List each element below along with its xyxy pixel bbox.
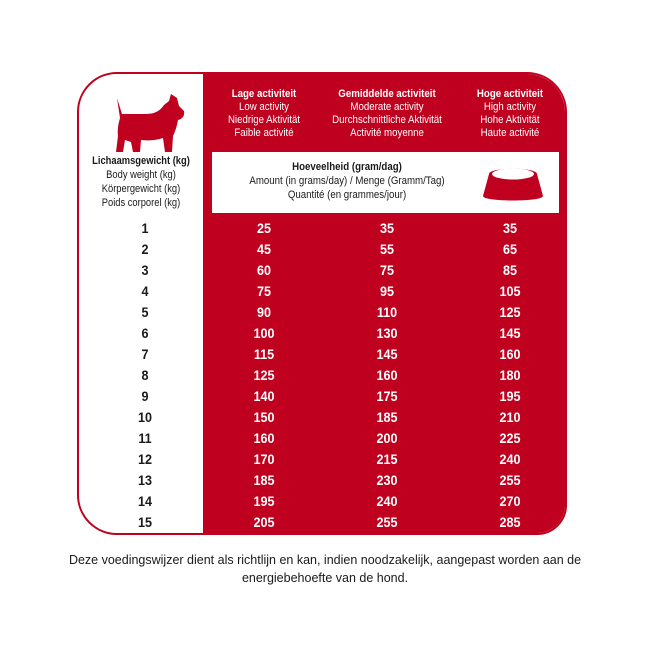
column-header-low xyxy=(199,88,329,140)
food-bowl-icon xyxy=(482,164,544,202)
col-low-en: Low activity xyxy=(238,101,290,113)
table-cell: 9 xyxy=(141,388,149,404)
table-cell: 2 xyxy=(141,241,149,257)
table-cell: 15 xyxy=(137,514,153,530)
table-cell: 13 xyxy=(137,472,153,488)
table-cell: 125 xyxy=(253,367,275,383)
col-moderate-fr: Activité moyenne xyxy=(350,127,424,139)
amount-label-nl: Hoeveelheid (gram/dag) xyxy=(292,161,402,173)
table-cell: 105 xyxy=(499,283,521,299)
col-moderate-nl: Gemiddelde activiteit xyxy=(338,88,436,100)
dog-silhouette-icon xyxy=(109,92,189,154)
table-cell: 145 xyxy=(376,346,398,362)
table-cell: 11 xyxy=(138,430,152,446)
table-row xyxy=(79,260,565,281)
table-cell: 160 xyxy=(376,367,398,383)
table-cell: 270 xyxy=(499,493,521,509)
amount-label-fr: Quantité (en grammes/jour) xyxy=(287,189,407,201)
column-header-moderate xyxy=(322,88,452,140)
table-cell: 145 xyxy=(499,325,521,341)
col-high-nl: Hoge activiteit xyxy=(476,88,544,100)
table-cell: 170 xyxy=(253,451,275,467)
table-cell: 110 xyxy=(376,304,398,320)
table-cell: 185 xyxy=(376,409,398,425)
footnote: Deze voedingswijzer dient als richtlijn en kan, indien noodzakelijk, aangepast worden aan de energiebehoefte van de hond. xyxy=(68,553,582,585)
table-cell: 65 xyxy=(502,241,518,257)
table-cell: 5 xyxy=(141,304,149,320)
col-moderate-en: Moderate activity xyxy=(350,101,424,113)
table-cell: 175 xyxy=(376,388,398,404)
weight-label-de: Körpergewicht (kg) xyxy=(101,183,181,195)
table-row xyxy=(79,470,565,491)
table-cell: 1 xyxy=(141,220,149,236)
table-cell: 195 xyxy=(253,493,275,509)
amount-header-box xyxy=(212,152,559,213)
table-cell: 225 xyxy=(499,430,521,446)
table-cell: 10 xyxy=(137,409,153,425)
table-cell: 3 xyxy=(141,262,149,278)
table-row xyxy=(79,344,565,365)
table-cell: 160 xyxy=(253,430,275,446)
table-row xyxy=(79,281,565,302)
table-cell: 55 xyxy=(379,241,395,257)
table-cell: 180 xyxy=(499,367,521,383)
table-row xyxy=(79,302,565,323)
table-cell: 160 xyxy=(499,346,521,362)
table-cell: 195 xyxy=(499,388,521,404)
table-cell: 45 xyxy=(256,241,272,257)
table-cell: 140 xyxy=(253,388,275,404)
table-cell: 205 xyxy=(253,514,275,530)
table-cell: 255 xyxy=(376,514,398,530)
table-row xyxy=(79,512,565,533)
col-high-en: High activity xyxy=(483,101,537,113)
amount-label-en-de: Amount (in grams/day) / Menge (Gramm/Tag) xyxy=(249,175,445,187)
table-cell: 215 xyxy=(376,451,398,467)
table-cell: 8 xyxy=(141,367,149,383)
table-cell: 150 xyxy=(253,409,275,425)
table-cell: 35 xyxy=(379,220,395,236)
feeding-table xyxy=(77,72,567,535)
table-row xyxy=(79,428,565,449)
table-cell: 100 xyxy=(253,325,275,341)
table-row xyxy=(79,407,565,428)
table-cell: 35 xyxy=(502,220,518,236)
table-cell: 6 xyxy=(141,325,149,341)
col-high-de: Hohe Aktivität xyxy=(480,114,540,126)
table-cell: 285 xyxy=(499,514,521,530)
table-cell: 4 xyxy=(141,283,149,299)
body-weight-header xyxy=(88,154,193,210)
col-low-fr: Faible activité xyxy=(234,127,294,139)
table-cell: 230 xyxy=(376,472,398,488)
table-row xyxy=(79,218,565,239)
table-cell: 25 xyxy=(256,220,272,236)
column-header-high xyxy=(445,88,567,140)
table-cell: 85 xyxy=(502,262,518,278)
col-moderate-de: Durchschnittliche Aktivität xyxy=(332,114,442,126)
table-row xyxy=(79,449,565,470)
table-cell: 75 xyxy=(379,262,395,278)
table-row xyxy=(79,323,565,344)
table-cell: 60 xyxy=(256,262,272,278)
table-cell: 255 xyxy=(499,472,521,488)
table-row xyxy=(79,491,565,512)
table-cell: 14 xyxy=(137,493,153,509)
table-cell: 210 xyxy=(499,409,521,425)
weight-label-fr: Poids corporel (kg) xyxy=(101,197,181,209)
weight-label-nl: Lichaamsgewicht (kg) xyxy=(92,155,190,167)
table-row xyxy=(79,386,565,407)
col-low-nl: Lage activiteit xyxy=(231,88,297,100)
table-cell: 75 xyxy=(256,283,272,299)
table-cell: 240 xyxy=(376,493,398,509)
table-cell: 95 xyxy=(379,283,395,299)
amount-header xyxy=(232,160,462,202)
table-cell: 185 xyxy=(253,472,275,488)
table-cell: 7 xyxy=(141,346,149,362)
table-cell: 12 xyxy=(137,451,153,467)
table-cell: 200 xyxy=(376,430,398,446)
table-cell: 115 xyxy=(253,346,275,362)
col-high-fr: Haute activité xyxy=(480,127,540,139)
table-cell: 125 xyxy=(499,304,521,320)
table-row xyxy=(79,239,565,260)
table-cell: 90 xyxy=(256,304,272,320)
table-cell: 130 xyxy=(376,325,398,341)
weight-label-en: Body weight (kg) xyxy=(106,169,176,181)
table-row xyxy=(79,365,565,386)
col-low-de: Niedrige Aktivität xyxy=(227,114,301,126)
table-cell: 240 xyxy=(499,451,521,467)
